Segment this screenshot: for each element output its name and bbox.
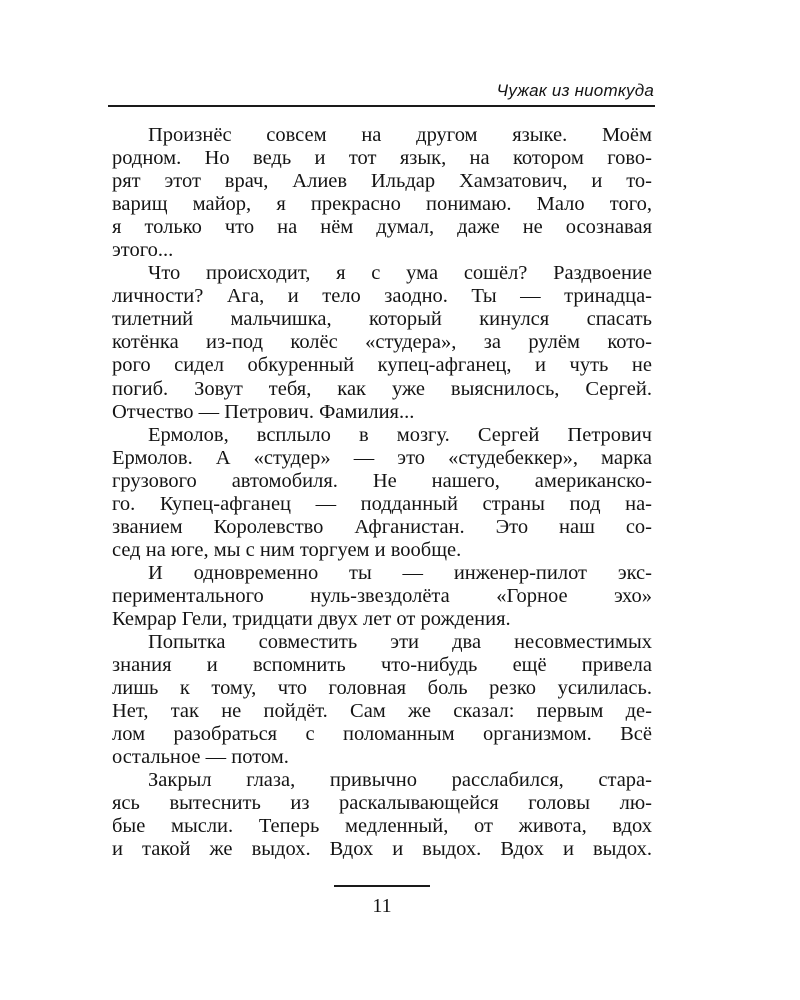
text-line: званием Королевство Афганистан. Это наш со- <box>112 515 652 538</box>
paragraph <box>112 262 652 423</box>
text-line: периментального нуль-звездолёта «Горное эхо» <box>112 584 652 607</box>
text-line: тилетний мальчишка, который кинулся спасать <box>112 308 652 331</box>
text-line: Отчество — Петрович. Фамилия... <box>112 400 415 423</box>
running-title: Чужак из ниоткуда <box>496 81 654 100</box>
text-line: рого сидел обкуренный купец-афганец, и чуть не <box>112 354 652 377</box>
text-line: варищ майор, я прекрасно понимаю. Мало того, <box>112 193 652 216</box>
text-line: Ермолов, всплыло в мозгу. Сергей Петрович <box>148 423 652 446</box>
text-line: бые мысли. Теперь медленный, от живота, вдох <box>112 815 652 838</box>
text-line: Кемрар Гели, тридцати двух лет от рождения. <box>112 607 511 630</box>
text-line: грузового автомобиля. Не нашего, американско- <box>112 469 652 492</box>
text-line: Нет, так не пойдёт. Сам же сказал: первым де- <box>112 700 652 723</box>
text-line: Что происходит, я с ума сошёл? Раздвоение <box>148 262 652 285</box>
paragraph <box>112 631 652 769</box>
text-line: Произнёс совсем на другом языке. Моём <box>148 124 652 146</box>
text-line: остальное — потом. <box>112 746 289 769</box>
text-line: Попытка совместить эти два несовместимых <box>148 631 652 654</box>
text-line: этого... <box>112 239 174 262</box>
paragraph <box>112 769 652 861</box>
text-line: знания и вспомнить что-нибудь ещё привела <box>112 654 652 677</box>
page-number: 11 <box>372 895 392 917</box>
text-line: личности? Ага, и тело заодно. Ты — тринадца- <box>112 285 652 308</box>
text-line: погиб. Зовут тебя, как уже выяснилось, Сергей. <box>112 377 652 400</box>
text-line: го. Купец-афганец — подданный страны под на- <box>112 492 652 515</box>
paragraph <box>112 424 652 562</box>
text-line: сед на юге, мы с ним торгуем и вообще. <box>112 538 462 561</box>
text-line: лишь к тому, что головная боль резко усилилась. <box>112 677 652 700</box>
text-line: Ермолов. А «студер» — это «студебеккер», марка <box>112 446 652 469</box>
paragraph <box>112 562 652 631</box>
footer-rule <box>334 885 430 887</box>
text-line: котёнка из-под колёс «студера», за рулём кото- <box>112 331 652 354</box>
text-line: лом разобраться с поломанным организмом. Всё <box>112 723 652 746</box>
header-rule <box>108 105 655 107</box>
paragraph <box>112 124 652 262</box>
text-line: И одновременно ты — инженер-пилот экс- <box>148 561 652 584</box>
text-line: Закрыл глаза, привычно расслабился, стара- <box>148 769 652 792</box>
text-line: и такой же выдох. Вдох и выдох. Вдох и выдох. <box>112 838 652 861</box>
page-body <box>112 124 652 862</box>
text-line: я только что на нём думал, даже не осознавая <box>112 216 652 239</box>
text-line: ясь вытеснить из раскалывающейся головы лю- <box>112 792 652 815</box>
text-line: рят этот врач, Алиев Ильдар Хамзатович, и то- <box>112 170 652 193</box>
text-line: родном. Но ведь и тот язык, на котором гово- <box>112 147 652 170</box>
